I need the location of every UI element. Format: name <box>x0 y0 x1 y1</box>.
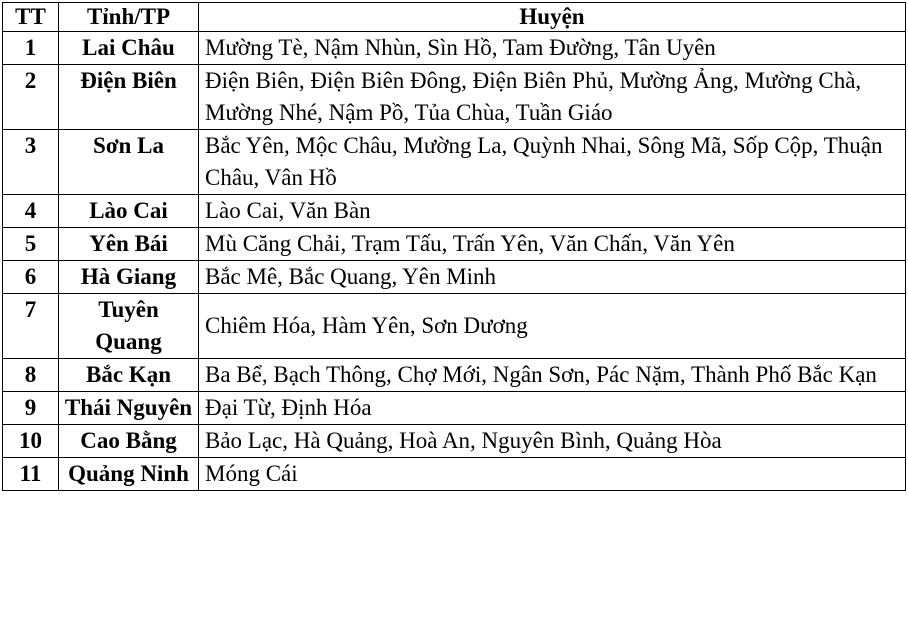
table-row <box>3 425 906 458</box>
province-name: Điện Biên <box>59 65 199 130</box>
district-list: Móng Cái <box>199 458 906 491</box>
row-number: 7 <box>3 294 59 359</box>
row-number: 3 <box>3 130 59 195</box>
province-name: Thái Nguyên <box>59 392 199 425</box>
table-row <box>3 65 906 130</box>
table-row <box>3 228 906 261</box>
district-list: Bắc Yên, Mộc Châu, Mường La, Quỳnh Nhai, Sông Mã, Sốp Cộp, Thuận Châu, Vân Hồ <box>199 130 906 195</box>
row-number: 6 <box>3 261 59 294</box>
district-list: Ba Bể, Bạch Thông, Chợ Mới, Ngân Sơn, Pác Nặm, Thành Phố Bắc Kạn <box>199 359 906 392</box>
district-list: Mường Tè, Nậm Nhùn, Sìn Hồ, Tam Đường, Tân Uyên <box>199 32 906 65</box>
header-tt: TT <box>3 3 59 32</box>
district-list: Mù Căng Chải, Trạm Tấu, Trấn Yên, Văn Chấn, Văn Yên <box>199 228 906 261</box>
row-number: 4 <box>3 195 59 228</box>
province-name: Quảng Ninh <box>59 458 199 491</box>
province-name: Lào Cai <box>59 195 199 228</box>
row-number: 8 <box>3 359 59 392</box>
table-row <box>3 130 906 195</box>
province-district-table <box>2 2 906 491</box>
province-name: Bắc Kạn <box>59 359 199 392</box>
row-number: 11 <box>3 458 59 491</box>
header-districts: Huyện <box>199 3 906 32</box>
district-list: Bảo Lạc, Hà Quảng, Hoà An, Nguyên Bình, Quảng Hòa <box>199 425 906 458</box>
header-province: Tỉnh/TP <box>59 3 199 32</box>
table-row <box>3 32 906 65</box>
row-number: 2 <box>3 65 59 130</box>
table-row <box>3 458 906 491</box>
table-row <box>3 392 906 425</box>
province-name: Tuyên Quang <box>59 294 199 359</box>
district-list: Lào Cai, Văn Bàn <box>199 195 906 228</box>
district-list: Chiêm Hóa, Hàm Yên, Sơn Dương <box>199 294 906 359</box>
row-number: 9 <box>3 392 59 425</box>
province-name: Lai Châu <box>59 32 199 65</box>
province-name: Hà Giang <box>59 261 199 294</box>
district-list: Điện Biên, Điện Biên Đông, Điện Biên Phủ, Mường Ảng, Mường Chà, Mường Nhé, Nậm Pồ, Tủa Chùa, Tuần Giáo <box>199 65 906 130</box>
row-number: 1 <box>3 32 59 65</box>
table-row <box>3 294 906 359</box>
province-name: Sơn La <box>59 130 199 195</box>
district-list: Đại Từ, Định Hóa <box>199 392 906 425</box>
district-list: Bắc Mê, Bắc Quang, Yên Minh <box>199 261 906 294</box>
row-number: 10 <box>3 425 59 458</box>
table-header-row <box>3 3 906 32</box>
table-row <box>3 359 906 392</box>
province-name: Cao Bằng <box>59 425 199 458</box>
row-number: 5 <box>3 228 59 261</box>
table-row <box>3 261 906 294</box>
province-name: Yên Bái <box>59 228 199 261</box>
table-row <box>3 195 906 228</box>
